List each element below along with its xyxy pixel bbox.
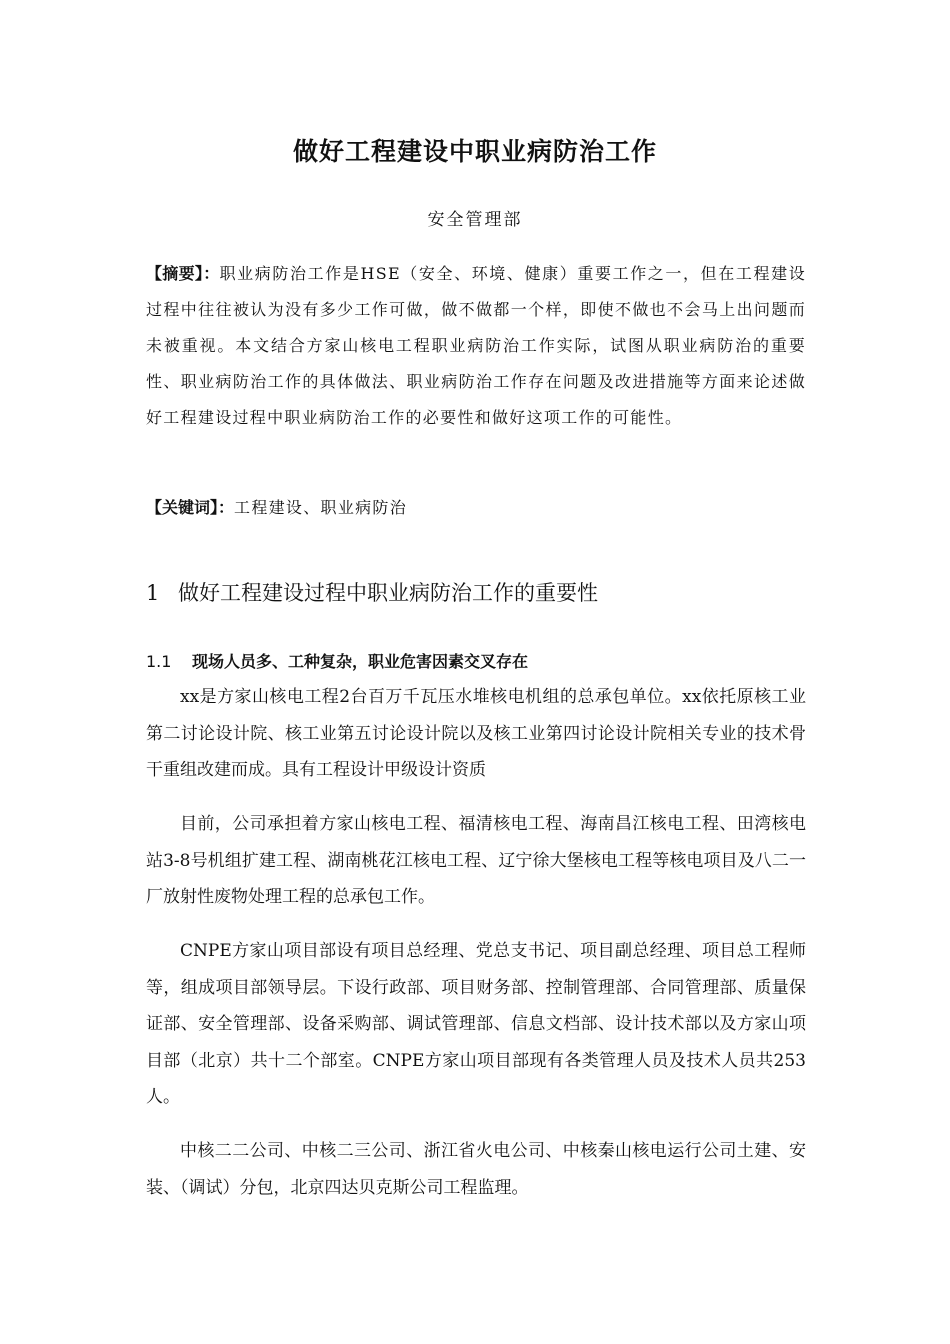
section-1-1-number: 1.1 (146, 652, 172, 671)
body-paragraph: 目前，公司承担着方家山核电工程、福清核电工程、海南昌江核电工程、田湾核电站3-8号机组扩建工程、湖南桃花江核电工程、辽宁徐大堡核电工程等核电项目及八二一厂放射性废物处理工程的总承包工作。 (146, 814, 806, 907)
section-1-title: 做好工程建设过程中职业病防治工作的重要性 (178, 581, 598, 605)
author-department: 安全管理部 (427, 210, 523, 230)
body-paragraph: 中核二二公司、中核二三公司、浙江省火电公司、中核秦山核电运行公司土建、安装、（调试）分包，北京四达贝克斯公司工程监理。 (146, 1141, 806, 1198)
keywords (146, 493, 806, 523)
keywords-text: 工程建设、职业病防治 (234, 498, 408, 517)
body-paragraph: xx是方家山核电工程2台百万千瓦压水堆核电机组的总承包单位。xx依托原核工业第二讨论设计院、核工业第五讨论设计院以及核工业第四讨论设计院相关专业的技术骨干重组改建而成。具有工程设计甲级设计资质 (146, 687, 806, 780)
document-title: 做好工程建设中职业病防治工作 (292, 137, 657, 166)
abstract-text: 职业病防治工作是HSE（安全、环境、健康）重要工作之一，但在工程建设过程中往往被认为没有多少工作可做，做不做都一个样，即使不做也不会马上出问题而未被重视。本文结合方家山核电工程职业病防治工作实际，试图从职业病防治的重要性、职业病防治工作的具体做法、职业病防治工作存在问题及改进措施等方面来论述做好工程建设过程中职业病防治工作的必要性和做好这项工作的可能性。 (146, 264, 806, 427)
section-1-1-heading (146, 649, 806, 672)
section-1-heading (146, 577, 806, 607)
section-1-1-title: 现场人员多、工种复杂，职业危害因素交叉存在 (192, 652, 529, 671)
abstract-label: 【摘要】： (146, 264, 220, 283)
keywords-label: 【关键词】： (146, 498, 235, 517)
body-paragraph: CNPE方家山项目部设有项目总经理、党总支书记、项目副总经理、项目总工程师等，组成项目部领导层。下设行政部、项目财务部、控制管理部、合同管理部、质量保证部、安全管理部、设备采购部、调试管理部、信息文档部、设计技术部以及方家山项目部（北京）共十二个部室。CNPE方家山项目部现有各类管理人员及技术人员共253人。 (146, 941, 806, 1107)
section-1-number: 1 (146, 581, 160, 605)
abstract (146, 256, 806, 436)
